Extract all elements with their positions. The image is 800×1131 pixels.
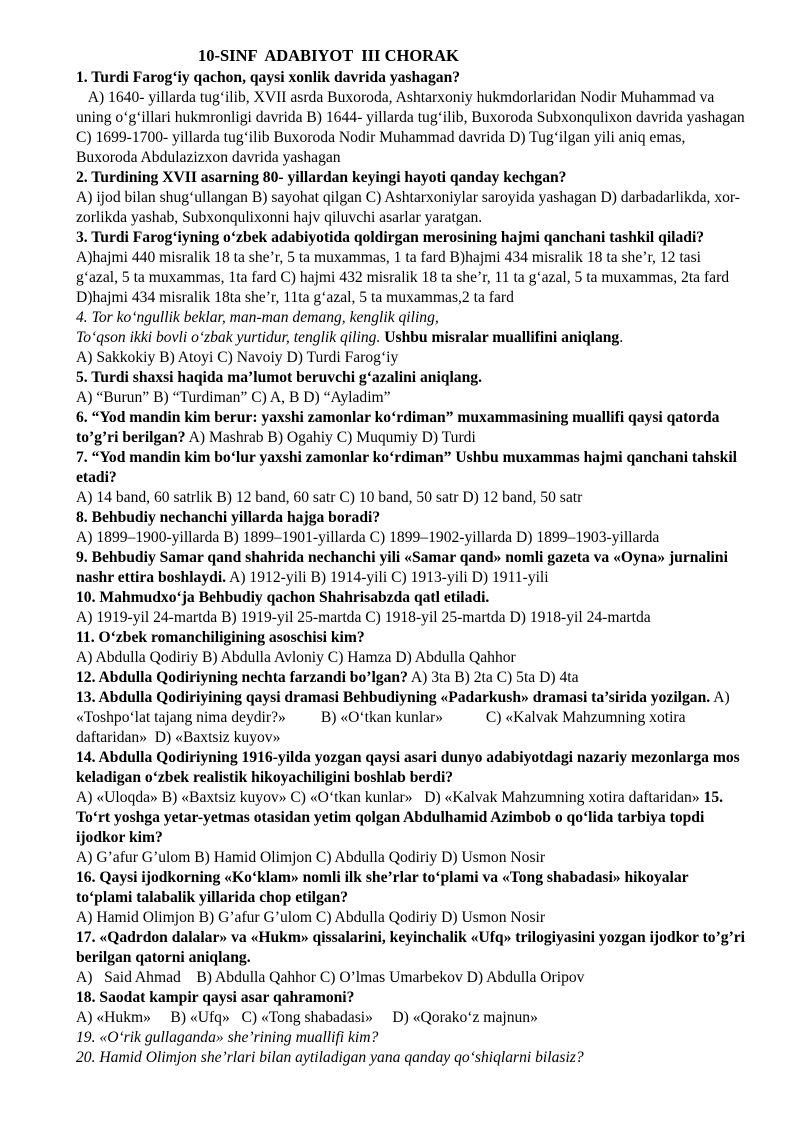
question-1-options: A) 1640- yillarda tug‘ilib, XVII asrda Buxoroda, Ashtarxoniy hukmdorlaridan Nodir Muhammad va uning o‘g‘illari hukmronligi davrida B) 1644- yillarda tug‘ilib, Buxoroda Subxonqulixon davrida yashagan C) 1699-1700- yillarda tug‘ilib Buxoroda Nodir Muhammad davrida D) Tug‘ilgan yili aniq emas, Buxoroda Abdulazizxon davrida yashagan bbox=[76, 89, 749, 166]
question-6-text: 6. “Yod mandin kim berur: yaxshi zamonlar ko‘rdiman” muxammasining muallifi qaysi qatorda to’g’ri berilgan? bbox=[76, 409, 720, 446]
question-2-options: A) ijod bilan shug‘ullangan B) sayohat qilgan C) Ashtarxoniylar saroyida yashagan D) darbadarlikda, xor-zorlikda yashab, Subxonqulixonni hajv qiluvchi asarlar yaratgan. bbox=[76, 189, 740, 226]
question-13-options: A) «Toshpo‘lat tajang nima deydir?» B) «O‘tkan kunlar» C) «Kalvak Mahzumning xotira daftaridan» D) «Baxtsiz kuyov» bbox=[76, 689, 734, 746]
question-19-text: 19. «O‘rik gullaganda» she’rining muallifi kim? bbox=[76, 1029, 379, 1046]
question-19 bbox=[76, 1028, 746, 1048]
question-17 bbox=[76, 928, 746, 988]
question-20 bbox=[76, 1048, 746, 1068]
question-8-text: 8. Behbudiy nechanchi yillarda hajga boradi? bbox=[76, 509, 381, 526]
question-16-text: 16. Qaysi ijodkorning «Ko‘klam» nomli ilk she’rlar to‘plami va «Tong shabadasi» hikoyalar to‘plami talabalik yillarida chop etilgan? bbox=[76, 869, 689, 906]
question-4-options: A) Sakkokiy B) Atoyi C) Navoiy D) Turdi Farog‘iy bbox=[76, 349, 399, 366]
question-16 bbox=[76, 868, 746, 928]
question-16-options: A) Hamid Olimjon B) G’afur G’ulom C) Abdulla Qodiriy D) Usmon Nosir bbox=[76, 909, 546, 926]
question-18 bbox=[76, 988, 746, 1028]
question-15-text: 15. To‘rt yoshga yetar-yetmas otasidan yetim qolgan Abdulhamid Azimbob o qo‘lida tarbiya topdi ijodkor kim? bbox=[76, 789, 724, 846]
question-11-options: A) Abdulla Qodiriy B) Abdulla Avloniy C) Hamza D) Abdulla Qahhor bbox=[76, 649, 516, 666]
question-4-text: Ushbu misralar muallifini aniqlang bbox=[380, 329, 620, 346]
question-8 bbox=[76, 508, 746, 548]
question-18-text: 18. Saodat kampir qaysi asar qahramoni? bbox=[76, 989, 355, 1006]
question-13 bbox=[76, 688, 746, 748]
question-17-options: A) Said Ahmad B) Abdulla Qahhor C) O’lmas Umarbekov D) Abdulla Oripov bbox=[76, 969, 585, 986]
question-17-text: 17. «Qadrdon dalalar» va «Hukm» qissalarini, keyinchalik «Ufq» trilogiyasini yozgan ijodkor to’g’ri berilgan qatorni aniqlang. bbox=[76, 929, 746, 966]
question-9 bbox=[76, 548, 746, 588]
question-4-verse-2: To‘qson ikki bovli o‘zbak yurtidur, tenglik qiling. bbox=[76, 329, 381, 346]
question-6-options: A) Mashrab B) Ogahiy C) Muqumiy D) Turdi bbox=[185, 429, 476, 446]
question-5 bbox=[76, 368, 746, 408]
question-7-options: A) 14 band, 60 satrlik B) 12 band, 60 satr C) 10 band, 50 satr D) 12 band, 50 satr bbox=[76, 489, 583, 506]
question-18-options: A) «Hukm» B) «Ufq» C) «Tong shabadasi» D) «Qorako‘z majnun» bbox=[76, 1009, 538, 1026]
question-11-text: 11. O‘zbek romanchiligining asoschisi kim? bbox=[76, 629, 365, 646]
question-3-text: 3. Turdi Farog‘iyning o‘zbek adabiyotida qoldirgan merosining hajmi qanchani tashkil qiladi? bbox=[76, 229, 705, 246]
question-5-text: 5. Turdi shaxsi haqida ma’lumot beruvchi g‘azalini aniqlang. bbox=[76, 369, 482, 386]
question-3-options: A)hajmi 440 misralik 18 ta she’r, 5 ta muxammas, 1 ta fard B)hajmi 434 misralik 18 ta she’r, 12 tasi g‘azal, 5 ta muxammas, 1ta fard C) hajmi 432 misralik 18 ta she’r, 11 ta g‘azal, 5 ta muxammas, 2ta fard D)hajmi 434 misralik 18ta she’r, 11ta g‘azal, 5 ta muxammas,2 ta fard bbox=[76, 249, 730, 306]
question-14-15 bbox=[76, 748, 746, 868]
question-9-options: A) 1912-yili B) 1914-yili C) 1913-yili D) 1911-yili bbox=[226, 569, 549, 586]
question-9-text: 9. Behbudiy Samar qand shahrida nechanchi yili «Samar qand» nomli gazeta va «Oyna» jurnalini nashr ettira boshlaydi. bbox=[76, 549, 728, 586]
question-14-text: 14. Abdulla Qodiriyning 1916-yilda yozgan qaysi asari dunyo adabiyotdagi nazariy mezonlarga mos keladigan o‘zbek realistik hikoyachiligini boshlab berdi? bbox=[76, 749, 740, 786]
question-10 bbox=[76, 588, 746, 628]
question-3 bbox=[76, 228, 746, 308]
question-4-period: . bbox=[619, 329, 624, 346]
page-title: 10-SINF ADABIYOT III CHORAK bbox=[198, 46, 459, 65]
question-12-options: A) 3ta B) 2ta C) 5ta D) 4ta bbox=[407, 669, 579, 686]
question-2 bbox=[76, 168, 746, 228]
question-7 bbox=[76, 448, 746, 508]
question-4 bbox=[76, 308, 746, 368]
question-10-options: A) 1919-yil 24-martda B) 1919-yil 25-martda C) 1918-yil 25-martda D) 1918-yil 24-martda bbox=[76, 609, 651, 626]
question-12-text: 12. Abdulla Qodiriyning nechta farzandi bo’lgan? bbox=[76, 669, 408, 686]
question-1 bbox=[76, 68, 749, 168]
question-10-text: 10. Mahmudxo‘ja Behbudiy qachon Shahrisabzda qatl etiladi. bbox=[76, 589, 490, 606]
question-4-verse-1: 4. Tor ko‘ngullik beklar, man-man demang, kenglik qiling, bbox=[76, 309, 439, 326]
question-13-text: 13. Abdulla Qodiriyining qaysi dramasi Behbudiyning «Padarkush» dramasi ta’sirida yozilgan. bbox=[76, 689, 711, 706]
question-20-text: 20. Hamid Olimjon she’rlari bilan aytiladigan yana qanday qo‘shiqlarni bilasiz? bbox=[76, 1049, 584, 1066]
question-5-options: A) “Burun” B) “Turdiman” C) A, B D) “Ayladim” bbox=[76, 389, 391, 406]
question-14-options: A) «Uloqda» B) «Baxtsiz kuyov» C) «O‘tkan kunlar» D) «Kalvak Mahzumning xotira daftaridan» bbox=[76, 789, 704, 806]
question-6 bbox=[76, 408, 746, 448]
question-7-text: 7. “Yod mandin kim bo‘lur yaxshi zamonlar ko‘rdiman” Ushbu muxammas hajmi qanchani tahskil etadi? bbox=[76, 449, 738, 486]
question-8-options: A) 1899–1900-yillarda B) 1899–1901-yillarda C) 1899–1902-yillarda D) 1899–1903-yillarda bbox=[76, 529, 660, 546]
question-15-options: A) G’afur G’ulom B) Hamid Olimjon C) Abdulla Qodiriy D) Usmon Nosir bbox=[76, 849, 546, 866]
question-12 bbox=[76, 668, 746, 688]
question-1-text: 1. Turdi Farog‘iy qachon, qaysi xonlik davrida yashagan? bbox=[76, 69, 461, 86]
question-2-text: 2. Turdining XVII asarning 80- yillardan keyingi hayoti qanday kechgan? bbox=[76, 169, 567, 186]
question-11 bbox=[76, 628, 746, 668]
